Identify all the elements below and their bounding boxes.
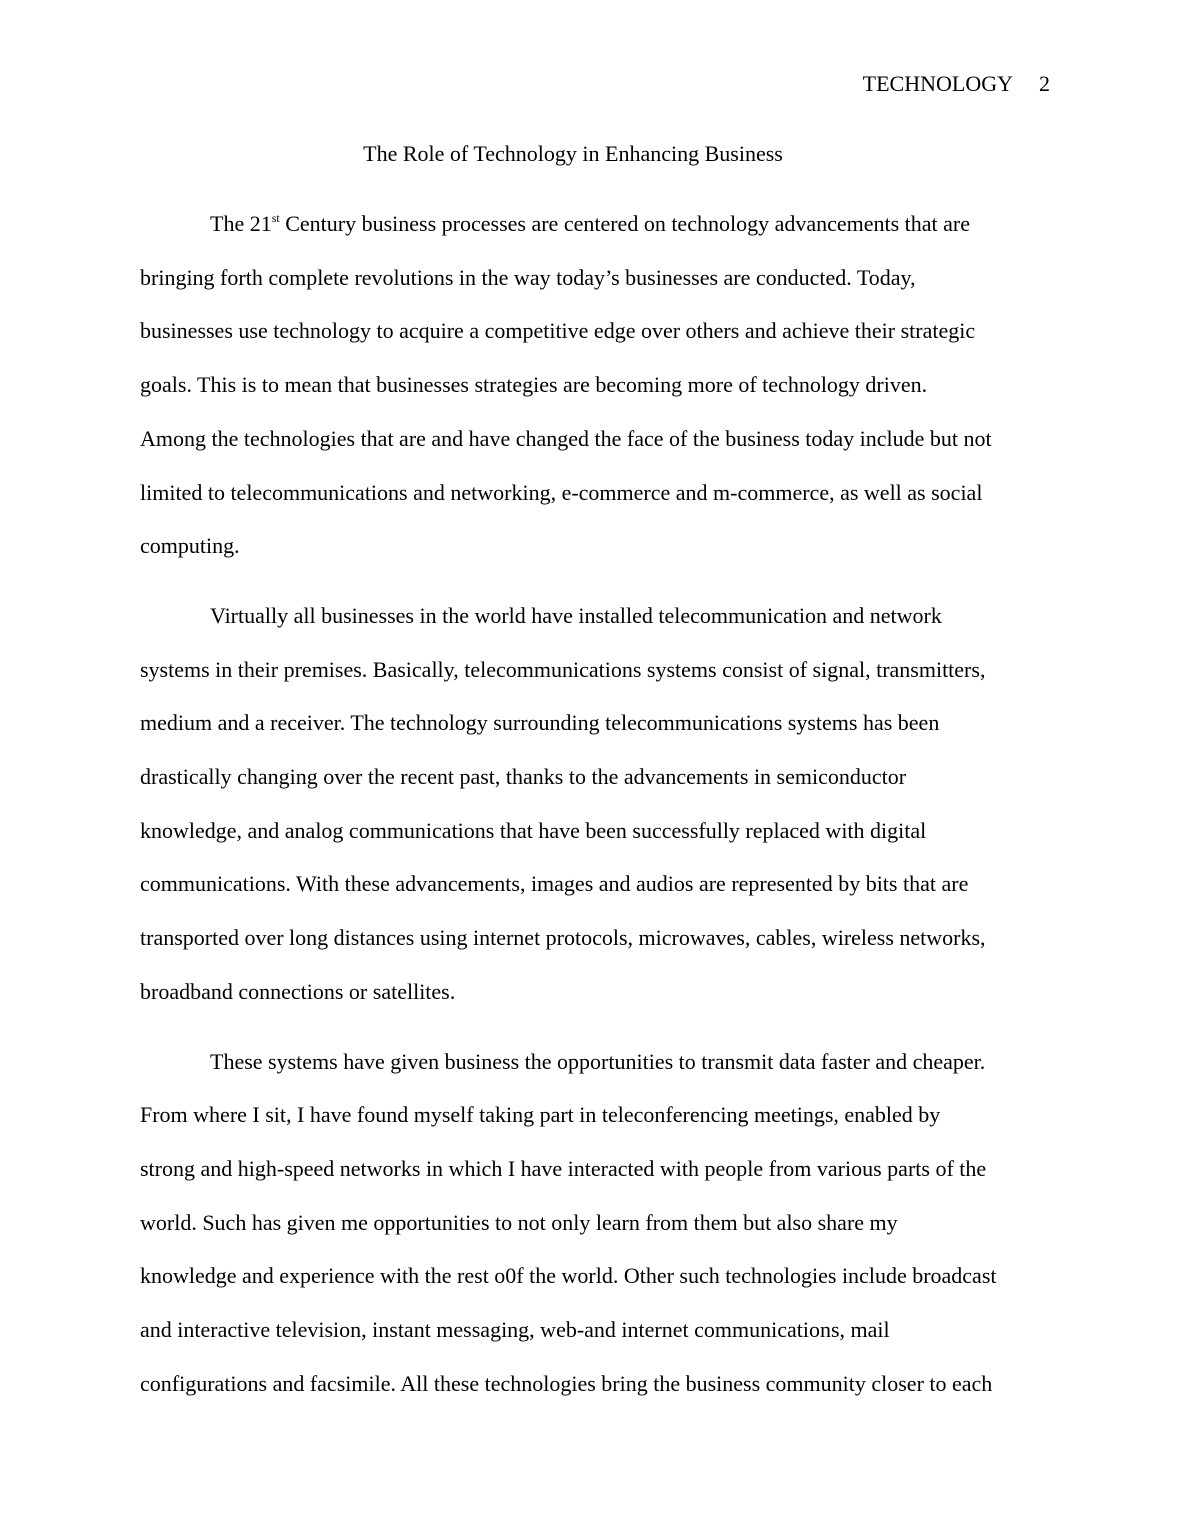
running-head-text: TECHNOLOGY xyxy=(862,71,1013,96)
paragraph-line: transported over long distances using internet protocols, microwaves, cables, wireless networks, xyxy=(140,925,986,951)
document-title: The Role of Technology in Enhancing Business xyxy=(363,141,783,166)
paragraph-line: Among the technologies that are and have changed the face of the business today include but not xyxy=(140,425,992,451)
paragraph-line: drastically changing over the recent past, thanks to the advancements in semiconductor xyxy=(140,764,907,790)
document-body xyxy=(140,197,1055,1426)
running-head xyxy=(863,70,1050,98)
paragraph-line: broadband connections or satellites. xyxy=(140,978,456,1004)
superscript: st xyxy=(271,211,280,225)
paragraph-line: These systems have given business the opportunities to transmit data faster and cheaper. xyxy=(210,1048,986,1074)
paragraph-line: and interactive television, instant messaging, web-and internet communications, mail xyxy=(140,1317,890,1343)
paragraph-line: goals. This is to mean that businesses strategies are becoming more of technology driven. xyxy=(140,372,928,398)
paragraph-3 xyxy=(140,1035,1055,1411)
paragraph-line: limited to telecommunications and networking, e-commerce and m-commerce, as well as social xyxy=(140,479,983,505)
paragraph-line: bringing forth complete revolutions in the way today’s businesses are conducted. Today, xyxy=(140,264,916,290)
paragraph-line: Virtually all businesses in the world have installed telecommunication and network xyxy=(210,602,942,628)
paragraph-1 xyxy=(140,197,1055,573)
paragraph-line: medium and a receiver. The technology surrounding telecommunications systems has been xyxy=(140,710,940,736)
paragraph-line: businesses use technology to acquire a competitive edge over others and achieve their strategic xyxy=(140,318,976,344)
paragraph-line xyxy=(140,197,1055,251)
paragraph-line: configurations and facsimile. All these technologies bring the business community closer to each xyxy=(140,1370,993,1396)
text-run: Century business processes are centered on technology advancements that are xyxy=(279,211,971,236)
paragraph-line: From where I sit, I have found myself taking part in teleconferencing meetings, enabled by xyxy=(140,1102,941,1128)
paragraph-2 xyxy=(140,589,1055,1019)
paragraph-line: systems in their premises. Basically, telecommunications systems consist of signal, transmitters, xyxy=(140,656,986,682)
text-run: The 21 xyxy=(210,211,272,236)
page-number: 2 xyxy=(1039,71,1050,96)
paragraph-line: communications. With these advancements, images and audios are represented by bits that are xyxy=(140,871,969,897)
paragraph-line: computing. xyxy=(140,533,240,559)
paragraph-line: knowledge, and analog communications that have been successfully replaced with digital xyxy=(140,817,927,843)
paragraph-line: world. Such has given me opportunities to not only learn from them but also share my xyxy=(140,1209,898,1235)
paragraph-line: strong and high-speed networks in which I have interacted with people from various parts of the xyxy=(140,1155,987,1181)
paragraph-line: knowledge and experience with the rest o0f the world. Other such technologies include broadcast xyxy=(140,1263,997,1289)
